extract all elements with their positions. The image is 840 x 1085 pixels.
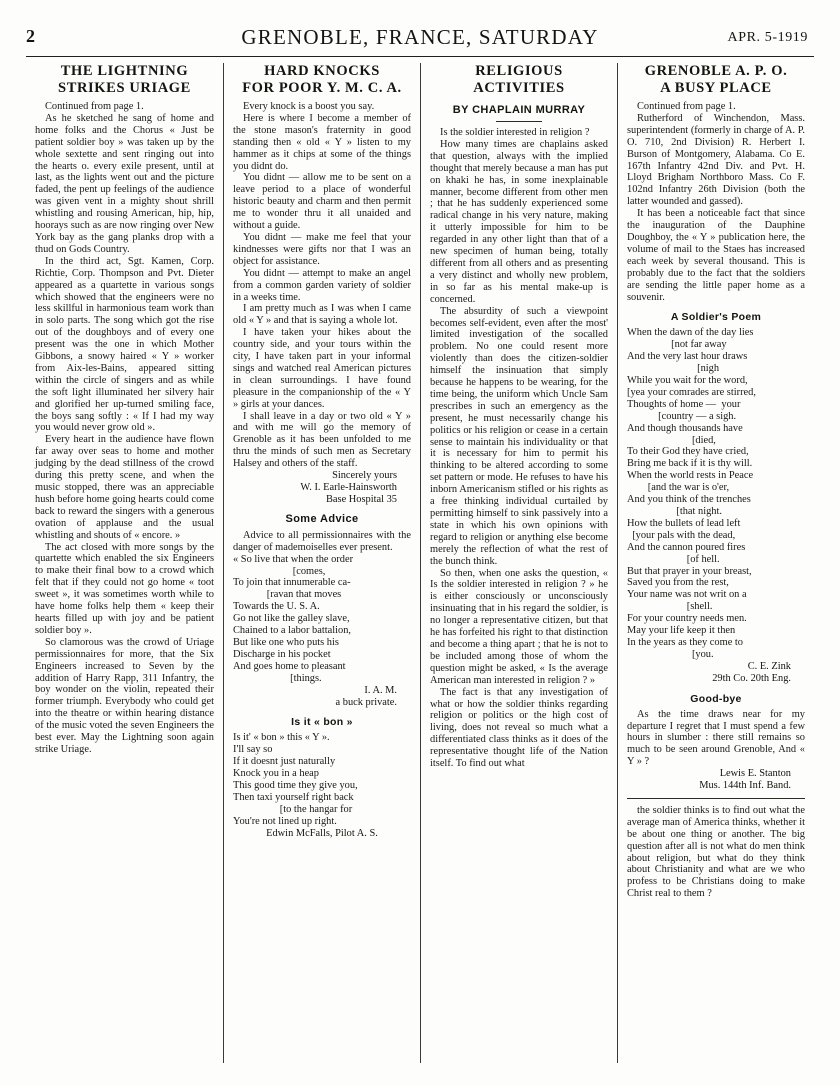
verse-line: [not far away — [627, 339, 727, 351]
verse-line: [died, — [627, 434, 716, 446]
verse-line: Thoughts of home — your — [627, 398, 741, 410]
verse-line: [country — a sigh. — [627, 410, 737, 422]
paragraph: As he sketched he sang of home and home folks and the Chorus « Just be patient soldier boy » was taken up by the whole sextette and sent ringing out into the hearts o. every exile present, until at last, as the lights went out and the picture faded, the pent up feelings of the audience was given vent in a mighty shout shrill whistling and rousing American, hip, hip, hoorays such as are now ringing over New York bay as the gang planks drop with a thud on Gods Country. — [35, 112, 214, 255]
verse-line: Knock you in a heap — [233, 768, 319, 780]
verse-line: [to the hangar for — [233, 803, 353, 815]
verse-block — [233, 554, 411, 685]
paragraph: So then, when one asks the question, « Is the soldier interested in religion ? » he is either consciously or unconsciously insinuating that in his regard the soldier, is no longer a representative citizen, but that he has forfeited his right to that distinction and become a thing apart ; that he is not to be included among those of whom the question might be asked, « Is the average American man interested in religion ? » — [430, 567, 608, 686]
verse-line: May your life keep it then — [627, 625, 736, 637]
headline-line-1: GRENOBLE A. P. O. — [644, 63, 788, 79]
verse-line: [you. — [627, 648, 714, 660]
verse-line: While you wait for the word, — [627, 375, 748, 387]
verse-line: To their God they have cried, — [627, 446, 749, 458]
column-headline — [627, 63, 805, 97]
paragraph: So clamorous was the crowd of Uriage permissionnaires for more, that the Six Engineers increased to Seven by the addition of Harry Rapp, 311 Infantry, the boy wonder on the violin, repeated their former triumph. Everybody who could get into the theatre or within hearing distance of the music voted the seven Engineers the best ever. May the Lightning soon again strike Uriage. — [35, 636, 214, 755]
verse-line: But like one who puts his — [233, 636, 339, 648]
verse-line: [nigh — [627, 363, 720, 375]
signature-line: Mus. 144th Inf. Band. — [699, 780, 791, 792]
byline: BY CHAPLAIN MURRAY — [452, 104, 586, 116]
col-grenoble-apo — [617, 63, 814, 1063]
headline-line-1: THE LIGHTNING — [60, 63, 189, 79]
signature-line: C. E. Zink — [747, 660, 791, 672]
paragraph: The absurdity of such a viewpoint becomes self-evident, even after the most' limited investigation of the socalled problem. No one could resent more violently than does the citizen-soldier himself the insinuation that simply because he happens to be wearing, for the time being, the uniform which Uncle Sam prescribes in such an emergency as the present, he must necessarily change his politics or his religion or cease in a certain sense to maintain his individuality or that it is necessary for him to permit his thinking to be altered according to some set pattern or mode. He refuses to have his inborn Americanism stifled or his rights as a free thinking individual curtailed by permitting himself to sink passively into a state in which his own opinions with regard to religion or anything else become merely the reflection of what the rest of the bunch think. — [430, 305, 608, 567]
paragraph: Here is where I become a member of the stone mason's fraternity in good standing then « old « Y » listen to my hammer as it chips at some of the things you didnt do. — [233, 112, 411, 172]
section-subhead: A Soldier's Poem — [670, 311, 762, 324]
verse-line: [of hell. — [627, 553, 720, 565]
verse-line: You're not lined up right. — [233, 815, 337, 827]
verse-line: Go not like the galley slave, — [233, 613, 350, 625]
verse-line: When the world rests in Peace — [627, 470, 754, 482]
verse-line: For your country needs men. — [627, 613, 747, 625]
verse-line: [things. — [233, 672, 322, 684]
paragraph: As the time draws near for my departure I regret that I must spend a few hours in slumber : there still remains so much to be seen around Grenoble, And « Y » ? — [627, 708, 805, 768]
verse-line: [your pals with the dead, — [627, 529, 736, 541]
verse-line: This good time they give you, — [233, 780, 358, 792]
signature-line: W. I. Earle-Hainsworth — [300, 482, 397, 493]
paragraph: Is the soldier interested in religion ? — [440, 127, 590, 138]
verse-block — [627, 327, 805, 660]
paragraph: Continued from page 1. — [637, 101, 736, 112]
section-subhead: Some Advice — [285, 512, 359, 525]
headline-line-1: RELIGIOUS — [475, 63, 563, 79]
headline-line-1: HARD KNOCKS — [264, 63, 380, 79]
verse-line: Your name was not writ on a — [627, 589, 747, 601]
signature-line: Sincerely yours — [332, 470, 397, 482]
column-headline — [430, 63, 608, 97]
paragraph: Continued from page 1. — [45, 101, 144, 112]
verse-line: Then taxi yourself right back — [233, 791, 354, 803]
verse-line: Discharge in his pocket — [233, 648, 331, 660]
verse-line: And though thousands have — [627, 422, 743, 434]
section-subhead: Is it « bon » — [291, 716, 353, 729]
section-subhead: Good-bye — [690, 692, 742, 705]
headline-line-2: STRIKES URIAGE — [58, 80, 191, 96]
article-columns — [26, 63, 814, 1063]
signature-line: a buck private. — [335, 696, 397, 708]
paragraph: It has been a noticeable fact that since the inauguration of the Dauphine Doughboy, the « Y » publication here, the volume of mail to the Staes has increased each week by several thousand. This is probably due to the fact that the soldiers are sending the little paper home as a souvenir. — [627, 208, 805, 303]
paragraph: Every knock is a boost you say. — [243, 101, 375, 112]
paragraph: I am pretty much as I was when I came old « Y » and that is saying a whole lot. — [233, 303, 411, 327]
paragraph: You didnt — allow me to be sent on a leave period to a place of wonderful historic beauty and charm and then permit me to wonder thru it all unaided and without a guide. — [233, 172, 411, 232]
paragraph: The fact is that any investigation of what or how the soldier thinks regarding religion or politics or the high cost of living, does not reveal so much what a differentiated class thinks as it does of the representative thought life of the Nation itself. To find out what — [430, 686, 608, 770]
paragraph: The act closed with more songs by the quartette which enabled the six Engineers to make their final bow to a crowd which felt that if they could not go home « toot sweet », it was sometimes worth while to have home folks help them « keep their hearts filled up with joy and be patient soldier boy ». — [35, 541, 214, 636]
paragraph: I have taken your hikes about the country side, and your tours within the city, I have taken part in your informal sings and watched real American pictures in clean surroundings. I have found pleasure in the companionship of the « Y » girls at your dances. — [233, 327, 411, 410]
verse-line: In the years as they come to — [627, 636, 743, 648]
masthead-date: APR. 5-1919 — [727, 30, 808, 45]
verse-line: Saved you from the rest, — [627, 577, 729, 589]
verse-line: [comes, — [233, 565, 326, 577]
paragraph: I shall leave in a day or two old « Y » and with me will go the memory of Grenoble as it has been unfolded to me thru the minds of such men as Secretary Halsey and others of the staff. — [233, 410, 411, 470]
paragraph: Every heart in the audience have flown far away over seas to home and mother judging by the dead stillness of the crowd during this pretty scene, and when the music stopped, there was an appreciable hush before home going hearts could come back to reward the singers with a generous ovation of applause and the usual whistling and shouts of « encore. » — [35, 434, 214, 541]
paragraph: Rutherford of Winchendon, Mass. superintendent (formerly in charge of A. P. O. 710, 2nd Division) R. Herbert I. Burson of Montgomery, Alabama. Co E. 167th Infantry 42nd Div. and Pvt. H. Lloyd Brigham Northboro Mass. Co F. 102nd Infantry 26th Division (both the latter wounded and gassed). — [627, 112, 805, 208]
col-hard-knocks — [223, 63, 420, 1063]
verse-line: But that prayer in your breast, — [627, 565, 752, 577]
verse-line: [that night. — [627, 506, 722, 517]
verse-line: Bring me back if it is thy will. — [627, 458, 753, 470]
verse-line: I'll say so — [233, 744, 273, 756]
verse-line: Chained to a labor battalion, — [233, 625, 352, 637]
paragraph: In the third act, Sgt. Kamen, Corp. Richtie, Corp. Thompson and Pvt. Dieter appeared as a quartette in various songs which showed that the engineers were no less skillful in harmonious team work than in solo parts. The song which got the rise out of the doughboys and of every one present was the one in which Mother Gibbons, a snowy haired « Y » worker from Aix-les-Bains, appeared sitting within the circle of singers and as while the soft light illuminated her silvery hair and glorified her up-turned smiling face, the boys sang softly : « If I had my way you would never grow old ». — [35, 255, 214, 434]
verse-line: When the dawn of the day lies — [627, 327, 754, 339]
col-lightning — [26, 63, 223, 1063]
headline-line-2: A BUSY PLACE — [660, 80, 772, 96]
verse-line: And you think of the trenches — [627, 494, 751, 506]
paragraph: How many times are chaplains asked that question, always with the implied thought that merely because a man has put on khaki he has, in some inexplainable manner, become different from other men ; that he has suddenly experienced some radical change in his very nature, making it utterly impossible for him to be regarded in any other light than that of a new specimen of human being, totally different from all others and as presenting a very distinct and wholly new problem, in so far as his mental make-up is concerned. — [430, 138, 608, 305]
verse-line: And the cannon poured fires — [627, 541, 746, 553]
verse-line: To join that innumerable ca- — [233, 577, 351, 589]
headline-line-2: FOR POOR Y. M. C. A. — [242, 80, 402, 96]
paragraph: the soldier thinks is to find out what the average man of America thinks, whether it be about one thing or another. The big question after all is not what do men think about religion, but what do they think about Christianity and what are we who profess to be Christians doing to make Christ real to them ? — [627, 804, 805, 900]
paragraph: You didnt — make me feel that your kindnesses were gifts nor that I was an object for assistance. — [233, 231, 411, 267]
verse-line: And goes home to pleasant — [233, 660, 346, 672]
verse-line: [yea your comrades are stirred, — [627, 386, 756, 398]
masthead — [26, 22, 814, 57]
paragraph: Advice to all permissionnaires with the danger of mademoiselles ever present. — [233, 529, 411, 553]
column-headline — [233, 63, 411, 97]
verse-line: [shell. — [627, 601, 713, 613]
col-religious — [420, 63, 617, 1063]
verse-line: Towards the U. S. A. — [233, 601, 320, 613]
divider — [627, 798, 805, 799]
page-number: 2 — [26, 26, 36, 46]
verse-line: And the very last hour draws — [627, 351, 748, 363]
verse-line: [and the war is o'er, — [627, 482, 730, 494]
masthead-title: GRENOBLE, FRANCE, SATURDAY — [241, 25, 599, 49]
column-headline — [35, 63, 214, 97]
signature-line: Base Hospital 35 — [326, 493, 397, 505]
verse-line: Is it' « bon » this « Y ». — [233, 732, 330, 744]
signature-line: 29th Co. 20th Eng. — [712, 672, 791, 684]
signature-line: Edwin McFalls, Pilot A. S. — [266, 827, 378, 839]
verse-block — [233, 732, 411, 827]
verse-line: « So live that when the order — [233, 553, 354, 565]
signature-line: I. A. M. — [364, 684, 397, 696]
paragraph: You didnt — attempt to make an angel from a common garden variety of soldier in a weeks time. — [233, 267, 411, 303]
verse-line: How the bullets of lead left — [627, 517, 741, 529]
verse-line: [ravan that moves — [233, 589, 342, 601]
verse-line: If it doesnt just naturally — [233, 756, 336, 768]
headline-line-2: ACTIVITIES — [473, 80, 565, 96]
divider — [496, 121, 542, 122]
signature-line: Lewis E. Stanton — [719, 768, 791, 780]
